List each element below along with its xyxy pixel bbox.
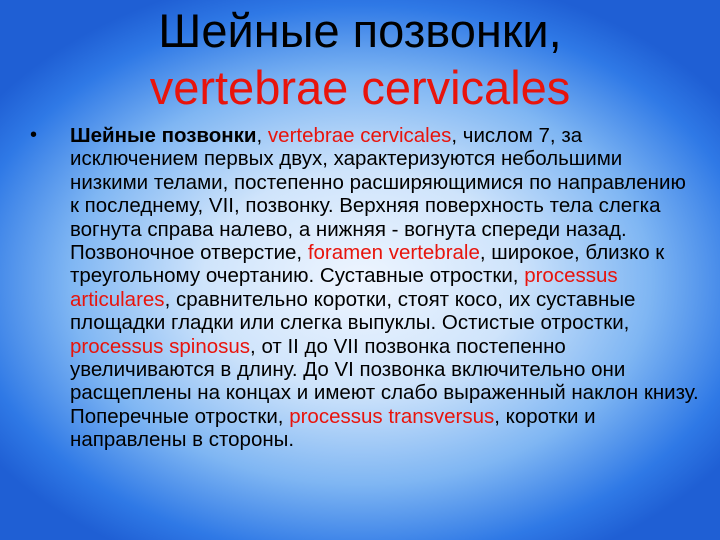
text-segment: , bbox=[256, 124, 268, 147]
title-latin: vertebrae cervicales bbox=[149, 61, 571, 114]
latin-term: processus articulares bbox=[70, 264, 618, 311]
text-segment: , числом 7, за исключением первых двух, характеризуются небольшими низкими телами, постепенно расширяющимися по направлению к последнему, VII, позвонку. Верхняя поверхность тела слегка вогнута справа налево, а нижняя - вогнута спереди назад. Позвоночное отверстие, bbox=[70, 124, 686, 265]
bold-term: Шейные позвонки bbox=[70, 124, 257, 147]
text-segment: , коротки и направлены в стороны. bbox=[70, 404, 596, 452]
latin-term: vertebrae cervicales bbox=[267, 124, 452, 147]
text-segment: , от II до VII позвонка постепенно увеличиваются в длину. До VI позвонка включительно они расщеплены на концах и имеют слабо выраженный наклон книзу. Поперечные отростки, bbox=[70, 334, 699, 428]
bullet-point: • bbox=[30, 124, 38, 146]
latin-term: foramen vertebrale bbox=[307, 241, 480, 265]
title-russian: Шейные позвонки, bbox=[158, 4, 562, 57]
latin-term: processus transversus bbox=[289, 404, 495, 428]
text-segment: , широкое, близко к треугольному очертанию. Суставные отростки, bbox=[70, 241, 665, 288]
body-paragraph bbox=[70, 124, 700, 452]
text-segment: , сравнительно коротки, стоят косо, их суставные площадки гладки или слегка выпуклы. Остистые отростки, bbox=[70, 287, 636, 335]
latin-term: processus spinosus bbox=[70, 334, 251, 358]
slide-body bbox=[30, 124, 700, 452]
slide-title bbox=[0, 2, 720, 116]
